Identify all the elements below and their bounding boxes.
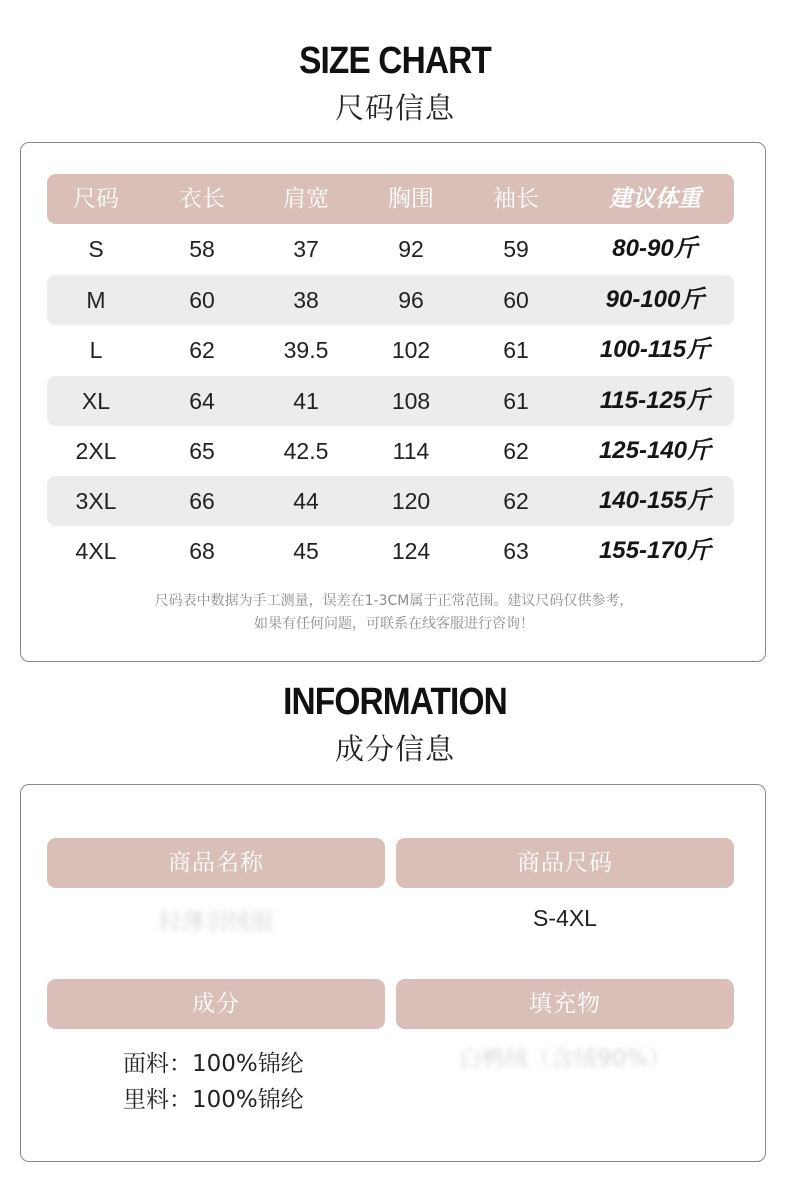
size-cell: S [88,236,104,262]
table-row [47,275,734,325]
shoulder-cell: 39.5 [283,337,329,363]
weight-cell: 90-100斤 [605,286,705,313]
chest-cell: 102 [391,337,431,363]
information-title: INFORMATION [283,681,507,723]
shoulder-cell: 45 [293,538,319,564]
size-cell: 4XL [75,538,117,564]
table-row [47,526,734,576]
sleeve-cell: 61 [503,388,529,414]
chest-cell: 120 [391,488,431,514]
header-length: 衣长 [179,186,225,212]
sleeve-cell: 60 [503,287,529,313]
chest-cell: 108 [391,388,431,414]
product-name-label: 商品名称 [47,838,385,888]
shoulder-cell: 42.5 [283,438,329,464]
table-row [47,476,734,526]
size-cell: XL [81,388,111,414]
table-row [47,325,734,375]
length-cell: 58 [189,236,215,262]
header-sleeve: 袖长 [493,186,539,212]
weight-cell: 125-140斤 [598,437,712,464]
sleeve-cell: 61 [503,337,529,363]
composition-label: 成分 [47,979,385,1029]
weight-cell: 115-125斤 [599,387,711,414]
shoulder-cell: 44 [293,488,319,514]
size-cell: 3XL [75,488,117,514]
lining-composition: 里料：100%锦纶 [123,1087,304,1113]
product-name-value: 轻薄羽绒服 [158,909,274,935]
header-weight: 建议体重 [609,186,701,212]
header-chest: 胸围 [388,186,434,212]
size-chart-subtitle: 尺码信息 [334,91,455,125]
measurement-note-line-2: 如果有任何问题，可联系在线客服进行咨询！ [254,616,534,632]
shoulder-cell: 38 [293,287,319,313]
information-card [20,784,766,1162]
sleeve-cell: 62 [503,438,529,464]
length-cell: 68 [189,538,215,564]
product-size-label: 商品尺码 [396,838,734,888]
size-chart-title: SIZE CHART [299,40,491,82]
length-cell: 62 [189,337,215,363]
table-row [47,376,734,426]
size-table-header [47,174,734,224]
size-cell: M [86,287,106,313]
outer-fabric-composition: 面料：100%锦纶 [123,1051,304,1077]
shoulder-cell: 37 [293,236,319,262]
measurement-note-line-1: 尺码表中数据为手工测量，误差在1-3CM属于正常范围。建议尺码仅供参考， [154,593,634,609]
filling-label: 填充物 [396,979,734,1029]
shoulder-cell: 41 [293,388,319,414]
length-cell: 64 [189,388,215,414]
information-subtitle: 成分信息 [334,732,455,766]
table-row [47,426,734,476]
table-row [47,224,734,274]
sleeve-cell: 62 [503,488,529,514]
length-cell: 66 [189,488,215,514]
length-cell: 65 [189,438,215,464]
weight-cell: 100-115斤 [599,336,711,363]
weight-cell: 140-155斤 [598,487,712,514]
header-size: 尺码 [73,186,119,212]
weight-cell: 80-90斤 [612,235,698,262]
size-cell: L [89,337,103,363]
chest-cell: 92 [398,236,424,262]
size-cell: 2XL [75,438,117,464]
length-cell: 60 [189,287,215,313]
header-shoulder: 肩宽 [283,186,329,212]
filling-value: 白鸭绒（含绒90%） [458,1046,672,1072]
sleeve-cell: 59 [503,236,529,262]
chest-cell: 114 [392,438,430,464]
chest-cell: 96 [398,287,424,313]
weight-cell: 155-170斤 [598,537,712,564]
sleeve-cell: 63 [503,538,529,564]
product-size-value: S-4XL [533,905,597,931]
size-chart-card [20,142,766,662]
chest-cell: 124 [391,538,431,564]
